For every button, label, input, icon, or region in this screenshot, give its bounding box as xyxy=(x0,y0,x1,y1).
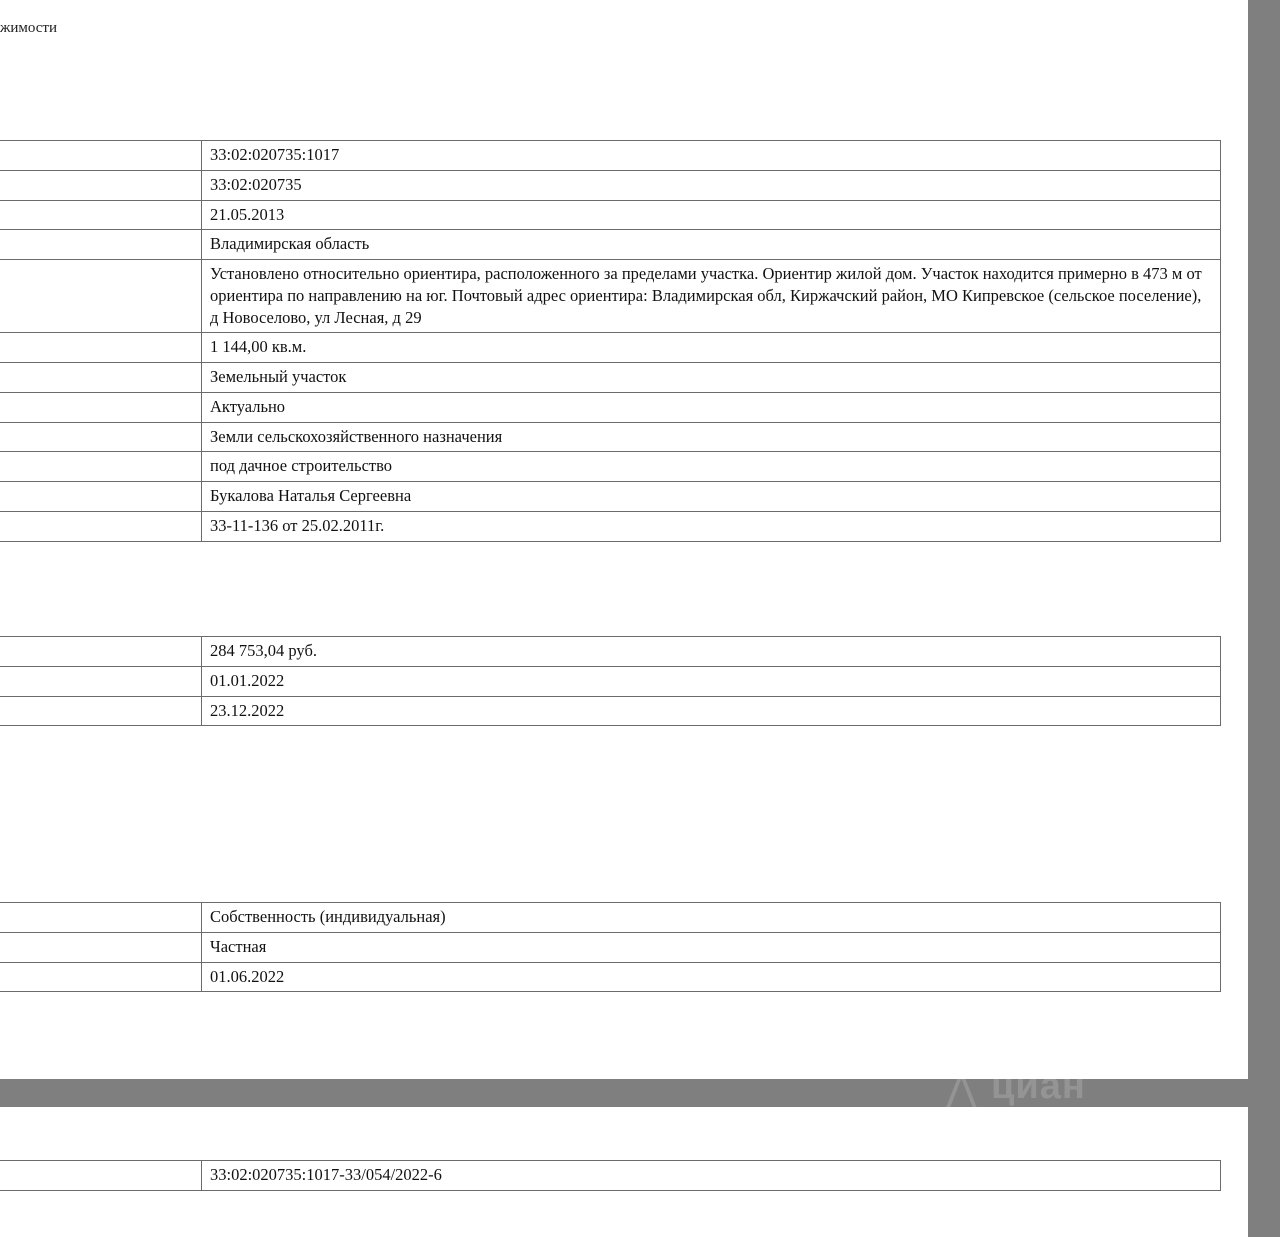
table-row xyxy=(0,363,1221,393)
row-value: под дачное строительство xyxy=(202,452,1221,482)
row-label xyxy=(0,696,202,726)
table-row xyxy=(0,482,1221,512)
page-right-gutter xyxy=(1248,0,1280,1237)
cadastral-cost-table xyxy=(0,636,1221,726)
table-row xyxy=(0,200,1221,230)
row-label xyxy=(0,903,202,933)
row-value: 01.01.2022 xyxy=(202,666,1221,696)
row-value: Собственность (индивидуальная) xyxy=(202,903,1221,933)
row-label xyxy=(0,962,202,992)
object-characteristics-table xyxy=(0,140,1221,542)
table-row xyxy=(0,170,1221,200)
row-value: 1 144,00 кв.м. xyxy=(202,333,1221,363)
row-value: 23.12.2022 xyxy=(202,696,1221,726)
watermark-subtext: недвижимость xyxy=(991,1106,1092,1123)
table-row xyxy=(0,260,1221,333)
row-value: Владимирская область xyxy=(202,230,1221,260)
row-label xyxy=(0,932,202,962)
row-label xyxy=(0,230,202,260)
page-divider-band xyxy=(0,1079,1248,1107)
row-label xyxy=(0,363,202,393)
table-row xyxy=(0,932,1221,962)
row-value: 01.06.2022 xyxy=(202,962,1221,992)
row-value: 284 753,04 руб. xyxy=(202,637,1221,667)
row-label xyxy=(0,170,202,200)
row-value: Частная xyxy=(202,932,1221,962)
row-label xyxy=(0,333,202,363)
row-value: 33:02:020735:1017-33/054/2022-6 xyxy=(202,1161,1221,1191)
table-row xyxy=(0,637,1221,667)
table-row xyxy=(0,1161,1221,1191)
row-label xyxy=(0,260,202,333)
row-label xyxy=(0,452,202,482)
row-label xyxy=(0,392,202,422)
row-value: Земли сельскохозяйственного назначения xyxy=(202,422,1221,452)
restrictions-table xyxy=(0,1160,1221,1191)
table-row xyxy=(0,333,1221,363)
table-row xyxy=(0,392,1221,422)
row-value: 33:02:020735 xyxy=(202,170,1221,200)
row-value: Земельный участок xyxy=(202,363,1221,393)
table-row xyxy=(0,422,1221,452)
row-label xyxy=(0,200,202,230)
row-label xyxy=(0,482,202,512)
row-value: 21.05.2013 xyxy=(202,200,1221,230)
table-row xyxy=(0,696,1221,726)
table-row xyxy=(0,141,1221,171)
table-row xyxy=(0,230,1221,260)
row-label xyxy=(0,422,202,452)
row-value: 33-11-136 от 25.02.2011г. xyxy=(202,511,1221,541)
row-label xyxy=(0,511,202,541)
row-value: 33:02:020735:1017 xyxy=(202,141,1221,171)
rights-table xyxy=(0,902,1221,992)
row-value: Актуально xyxy=(202,392,1221,422)
row-value: Установлено относительно ориентира, расположенного за пределами участка. Ориентир жилой дом. Участок находится примерно в 473 м от ориентира по направлению на юг. Почтовый адрес ориентира: Владимирская обл, Киржачский район, МО Кипревское (сельское поселение), д Новоселово, ул Лесная, д 29 xyxy=(202,260,1221,333)
row-label xyxy=(0,666,202,696)
table-row xyxy=(0,666,1221,696)
row-label xyxy=(0,637,202,667)
row-label xyxy=(0,1161,202,1191)
row-value: Букалова Наталья Сергеевна xyxy=(202,482,1221,512)
table-row xyxy=(0,511,1221,541)
page-header-text: жимости xyxy=(0,20,57,36)
table-row xyxy=(0,962,1221,992)
table-row xyxy=(0,903,1221,933)
row-label xyxy=(0,141,202,171)
table-row xyxy=(0,452,1221,482)
